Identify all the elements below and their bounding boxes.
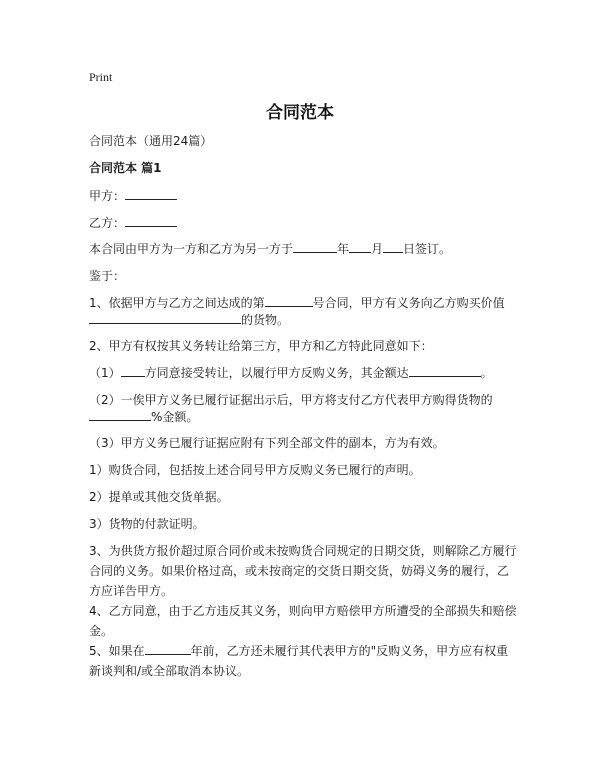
date-blank-month: [349, 240, 371, 253]
date-blank-year: [293, 240, 337, 253]
intro-day: 日签订。: [403, 242, 452, 256]
item-5-text-b: 年前，乙方还未履行其代表甲方的"反购义务，甲方应有权重新谈判和/或全部取消本协议。: [89, 644, 509, 678]
intro-text: 本合同由甲方为一方和乙方为另一方于: [89, 242, 294, 256]
item-1-text-a: 1、依据甲方与乙方之间达成的第: [89, 296, 265, 310]
intro-paragraph: [89, 239, 519, 259]
contract-number-blank: [265, 294, 313, 307]
document-subtitle: 合同范本（通用24篇）: [89, 134, 213, 148]
sub-item-2-line-1: （2）一俟甲方义务已履行证据出示后，甲方将支付乙方代表甲方购得货物的: [89, 393, 493, 407]
item-2: 2、甲方有权按其义务转让给第三方，甲方和乙方特此同意如下：: [89, 339, 433, 353]
sub-item-1-text: 方同意接受转让，以履行甲方反购义务，其金额达: [144, 366, 409, 380]
sub-item-1: [89, 363, 519, 383]
party-b-label: 乙方：: [89, 216, 126, 230]
intro-year: 年: [337, 242, 350, 256]
party-b-line: [89, 213, 519, 233]
percent-blank: [89, 408, 151, 421]
document-title: 合同范本: [266, 103, 334, 123]
item-5-text-a: 5、如果在: [89, 644, 145, 658]
item-4: 4、乙方同意，由于乙方违反其义务，则向甲方赔偿甲方所遭受的全部损失和赔偿金。: [89, 604, 517, 638]
section-title: 合同范本 篇1: [89, 161, 162, 175]
intro-month: 月: [371, 242, 384, 256]
item-1-line-2: [89, 310, 519, 330]
document-item-2: 2）提单或其他交货单据。: [89, 490, 229, 504]
sub-item-1-end: 。: [480, 366, 493, 380]
item-1-text-c: 的货物。: [241, 313, 290, 327]
item-3: 3、为供货方报价超过原合同价或未按购货合同规定的日期交货，则解除乙方履行合同的义务。如果价格过高，或未按商定的交货日期交货，妨碍义务的履行，乙方应详告甲方。: [89, 544, 517, 598]
goods-value-blank: [89, 311, 241, 324]
sub-item-2-line-2: [89, 407, 519, 427]
amount-blank: [409, 364, 481, 377]
document-item-1: 1）购货合同，包括按上述合同号甲方反购义务已履行的声明。: [89, 463, 421, 477]
item-5: [89, 641, 517, 681]
party-a-blank: [125, 187, 177, 200]
party-a-line: [89, 186, 519, 206]
item-1-text-b: 号合同，甲方有义务向乙方购买价值: [312, 296, 505, 310]
document-item-3: 3）货物的付款证明。: [89, 517, 205, 531]
party-b-blank: [125, 214, 177, 227]
whereas-line: 鉴于：: [89, 269, 126, 283]
print-label: Print: [89, 70, 113, 84]
party-blank: [121, 364, 145, 377]
party-a-label: 甲方：: [89, 189, 126, 203]
sub-item-2-text: %金额。: [151, 410, 199, 424]
sub-item-3: （3）甲方义务已履行证据应附有下列全部文件的副本，方为有效。: [89, 436, 445, 450]
sub-item-1-num: （1）: [89, 366, 121, 380]
date-blank-day: [383, 240, 403, 253]
year-blank: [145, 642, 191, 655]
